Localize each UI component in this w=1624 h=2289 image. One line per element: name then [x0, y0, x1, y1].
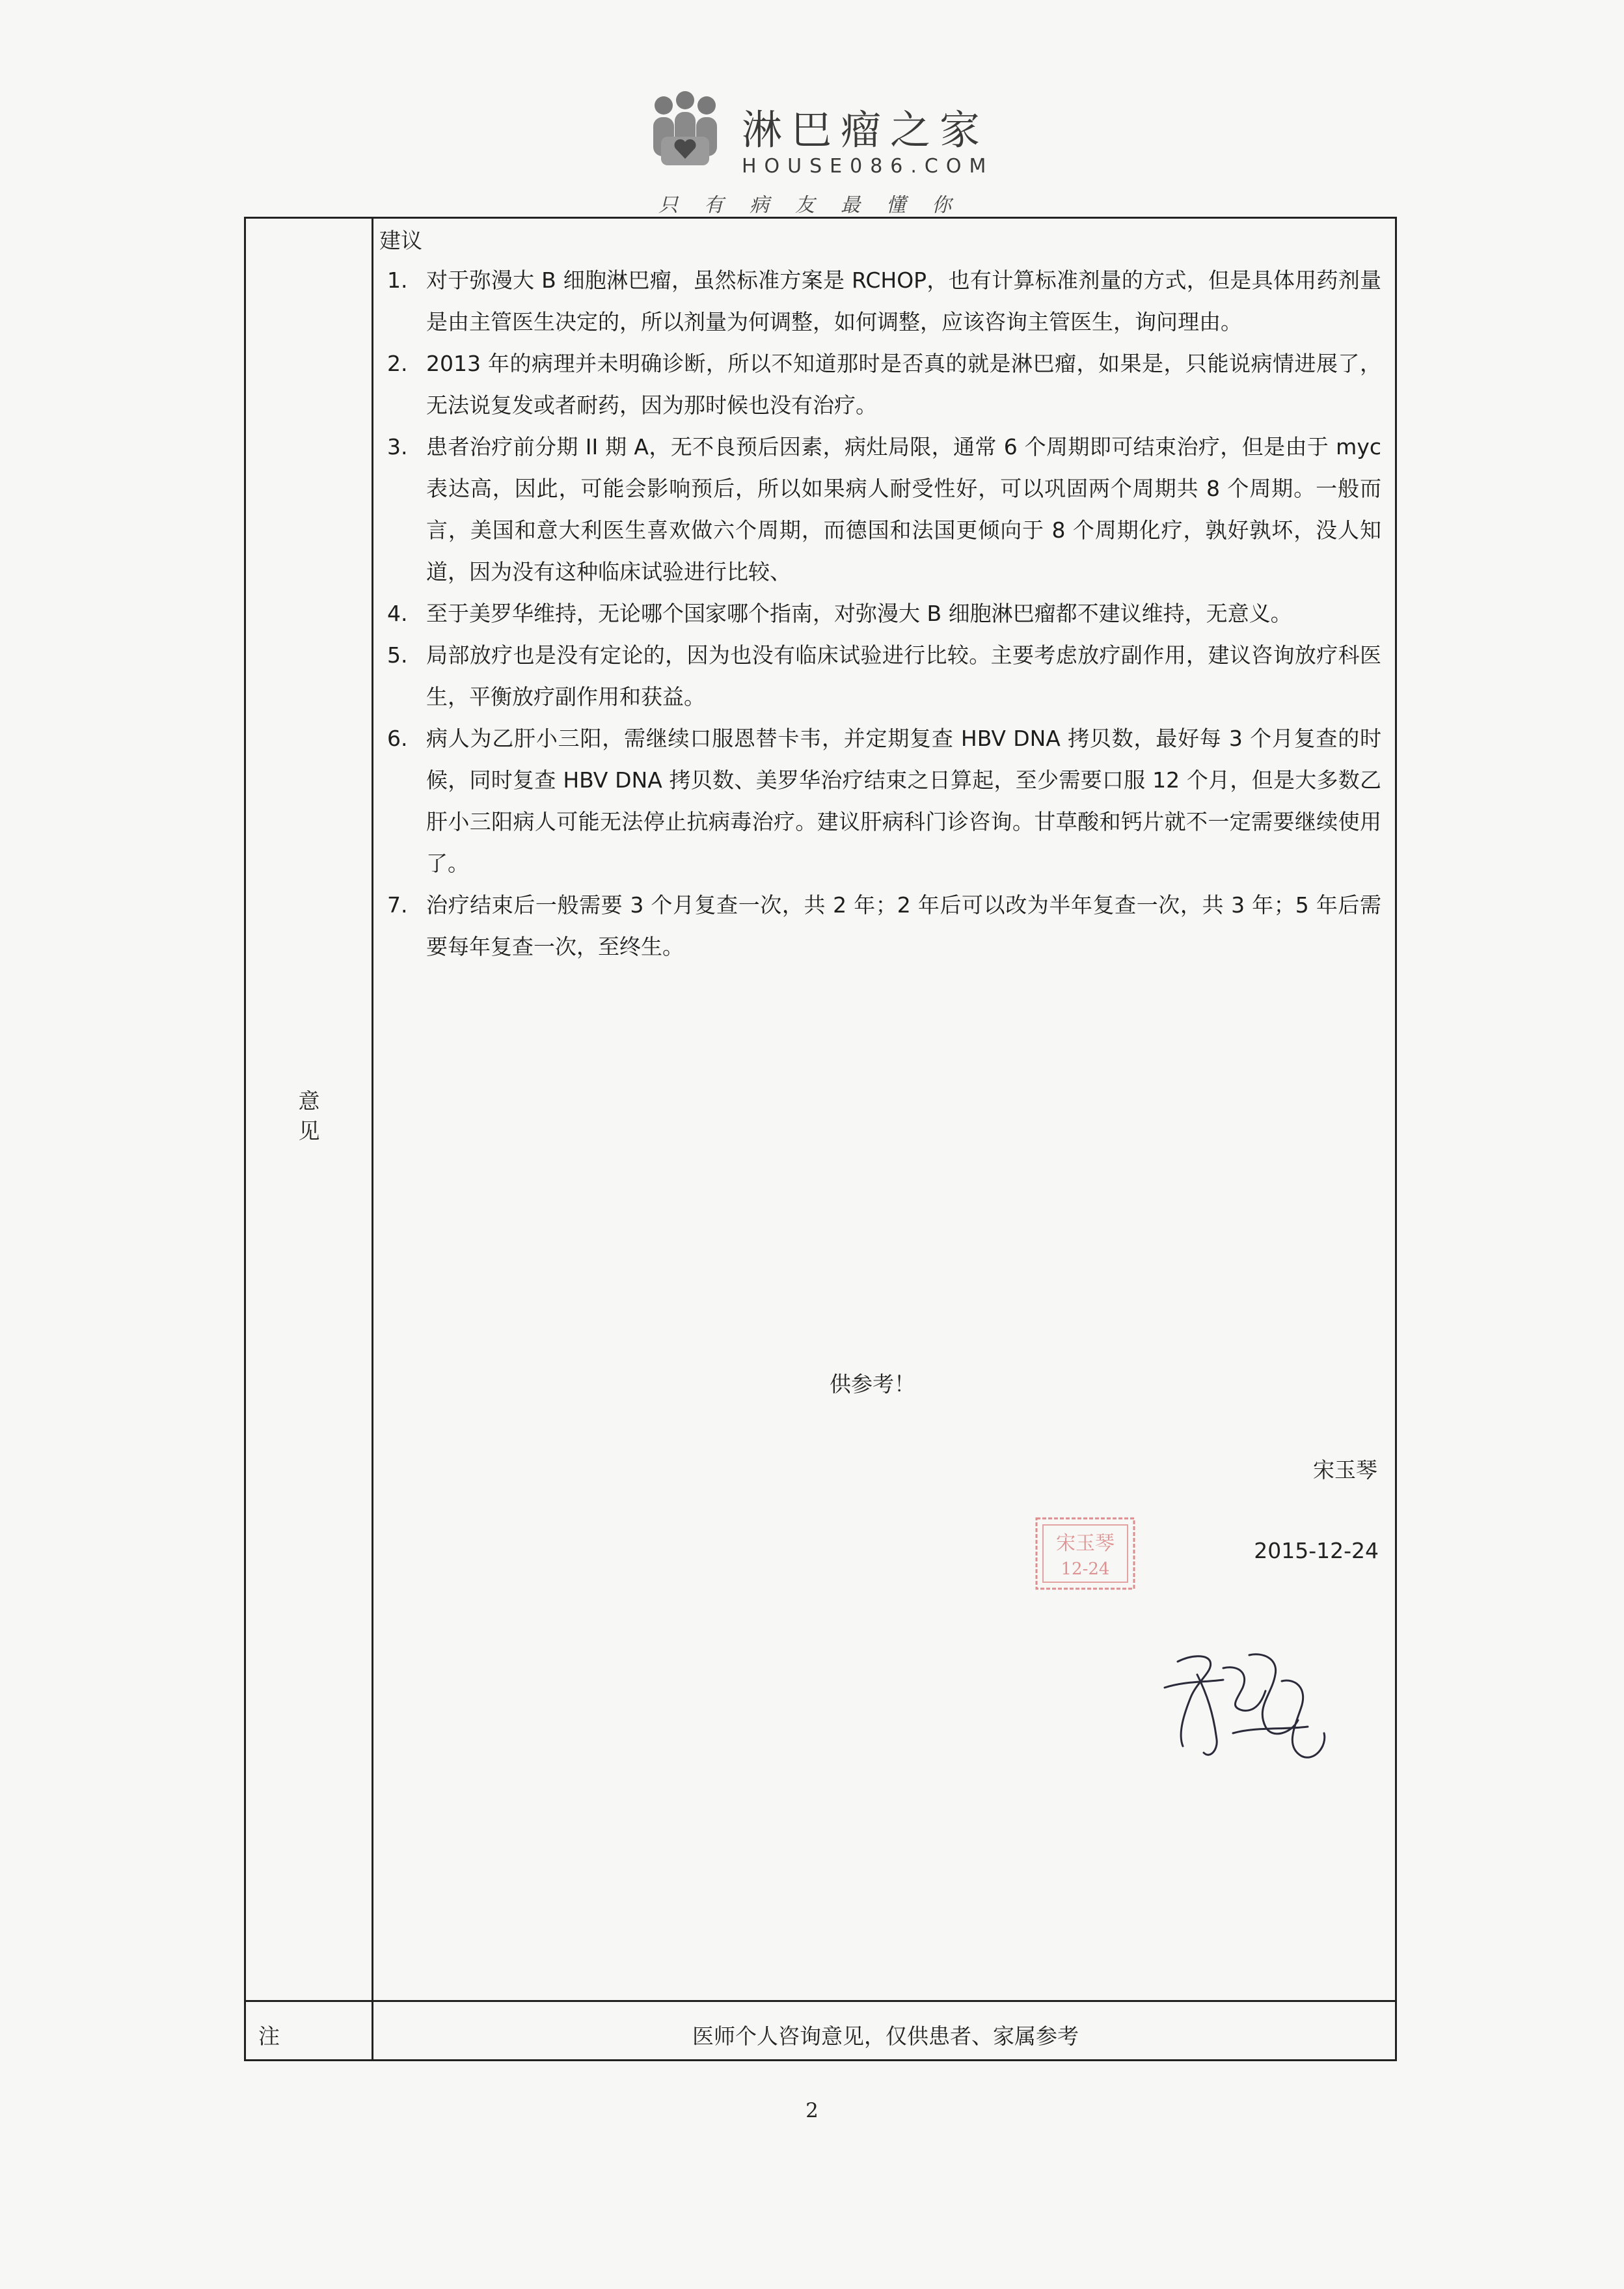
closing-remark: 供参考！: [830, 1371, 915, 1397]
table-top-border: [244, 217, 1397, 219]
advice-text: 病人为乙肝小三阳，需继续口服恩替卡韦，并定期复查 HBV DNA 拷贝数，最好每 3 个月复查的时候，同时复查 HBV DNA 拷贝数、美罗华治疗结束之日算起，至少需要口服 12 个月，但是大多数乙肝小三阳病人可能无法停止抗病毒治疗。建议肝病科门诊咨询。甘草酸和钙片就不一定需要继续使用了。: [426, 726, 1381, 876]
advice-number: 3.: [387, 434, 408, 459]
advice-number: 1.: [387, 267, 408, 293]
seal-stamp-icon: [1018, 1512, 1148, 1597]
disclaimer-note: 医师个人咨询意见，仅供患者、家属参考: [692, 2023, 1079, 2049]
opinion-content: [379, 222, 1381, 968]
family-logo-icon: [649, 91, 721, 169]
advice-text: 局部放疗也是没有定论的，因为也没有临床试验进行比较。主要考虑放疗副作用，建议咨询放疗科医生，平衡放疗副作用和获益。: [426, 642, 1381, 709]
svg-text:宋玉琴: 宋玉琴: [1056, 1532, 1115, 1555]
row-label-opinion: 意见: [298, 1088, 320, 1144]
section-heading: 建议: [379, 228, 422, 253]
opinion-table: [244, 217, 1397, 2061]
advice-number: 2.: [387, 351, 408, 376]
advice-item: [379, 426, 1381, 593]
advice-text: 至于美罗华维持，无论哪个国家哪个指南，对弥漫大 B 细胞淋巴瘤都不建议维持，无意义。: [426, 601, 1292, 626]
advice-number: 7.: [387, 892, 408, 918]
advice-item: [379, 343, 1381, 426]
table-bottom-border: [244, 2059, 1397, 2061]
table-left-border: [244, 217, 246, 2061]
site-logo: [644, 91, 1008, 215]
handwritten-signature-icon: [1152, 1636, 1347, 1772]
advice-text: 患者治疗前分期 II 期 A，无不良预后因素，病灶局限，通常 6 个周期即可结束治疗，但是由于 myc 表达高，因此，可能会影响预后，所以如果病人耐受性好，可以巩固两个周期共 8 个周期。一般而言，美国和意大利医生喜欢做六个周期，而德国和法国更倾向于 8 个周期化疗，孰好孰坏，没人知道，因为没有这种临床试验进行比较、: [426, 434, 1381, 584]
logo-slogan: 只有病友最懂你: [658, 194, 977, 217]
advice-item: [379, 884, 1381, 968]
advice-number: 5.: [387, 642, 408, 668]
logo-title: 淋巴瘤之家: [742, 106, 990, 154]
advice-text: 治疗结束后一般需要 3 个月复查一次，共 2 年；2 年后可以改为半年复查一次，共 3 年；5 年后需要每年复查一次，至终生。: [426, 892, 1381, 959]
advice-item: [379, 718, 1381, 884]
svg-text:12-24: 12-24: [1061, 1559, 1110, 1579]
advice-text: 2013 年的病理并未明确诊断，所以不知道那时是否真的就是淋巴瘤，如果是，只能说病情进展了，无法说复发或者耐药，因为那时候也没有治疗。: [426, 351, 1381, 418]
advice-item: [379, 635, 1381, 718]
advice-number: 6.: [387, 726, 408, 751]
advice-item: [379, 593, 1381, 635]
signer-name: 宋玉琴: [1313, 1457, 1377, 1483]
advice-item: [379, 260, 1381, 343]
table-column-divider: [372, 217, 373, 2061]
page-number: 2: [805, 2099, 819, 2122]
advice-number: 4.: [387, 601, 408, 626]
table-row-divider: [244, 2000, 1397, 2002]
table-right-border: [1395, 217, 1397, 2061]
signature-date: 2015-12-24: [1254, 1538, 1379, 1563]
advice-list: [379, 260, 1381, 968]
row-label-note: 注: [258, 2023, 280, 2049]
logo-site-url: HOUSE086.COM: [742, 155, 994, 178]
advice-text: 对于弥漫大 B 细胞淋巴瘤，虽然标准方案是 RCHOP，也有计算标准剂量的方式，但是具体用药剂量是由主管医生决定的，所以剂量为何调整，如何调整，应该咨询主管医生，询问理由。: [426, 267, 1381, 335]
